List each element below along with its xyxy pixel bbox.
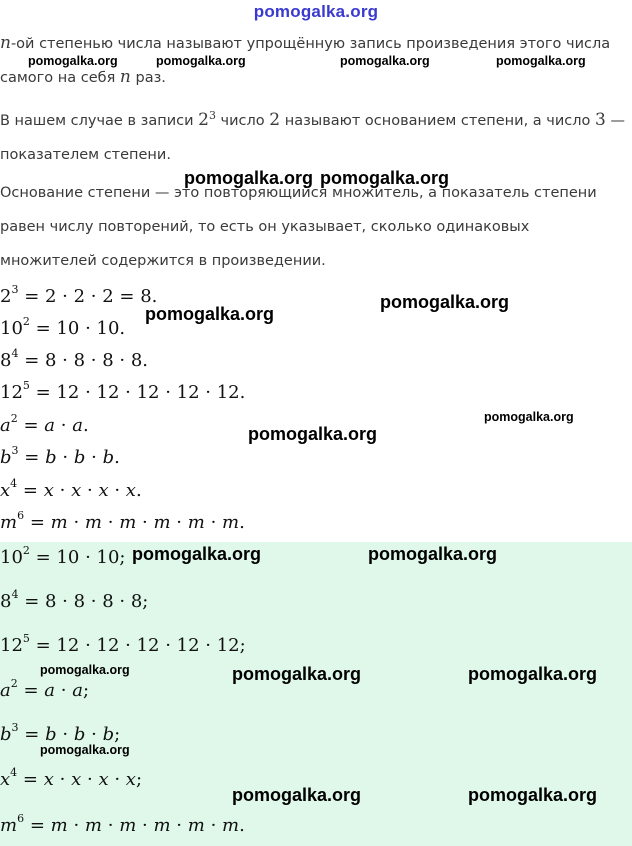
example-text: В нашем случае в записи: [0, 112, 199, 129]
formula-rhs: = x · x · x · x.: [22, 480, 142, 501]
formula-exponent: 3: [11, 283, 19, 296]
formula-base: 8: [0, 591, 12, 612]
example-paragraph: [0, 99, 626, 172]
formula-base: 8: [0, 350, 12, 371]
formula-base: b: [0, 447, 12, 468]
formula-base: x: [0, 480, 11, 501]
formula-rhs: = a · a;: [23, 680, 90, 701]
formula-base: 2: [0, 286, 12, 307]
example-formula: [0, 479, 142, 501]
formula-rhs: = 12 · 12 · 12 · 12 · 12;: [35, 635, 246, 656]
formula-exponent: 4: [11, 588, 19, 601]
formula-exponent: 3: [11, 444, 19, 457]
math-var-n: n: [0, 33, 11, 53]
formula-base: a: [0, 415, 11, 436]
watermark: pomogalka.org: [468, 785, 598, 805]
formula-base: 12: [0, 382, 23, 403]
formula-exponent: 2: [10, 677, 18, 690]
formula-exponent: 4: [11, 347, 19, 360]
answer-formula: [0, 768, 142, 790]
watermark: pomogalka.org: [28, 54, 118, 68]
watermark: pomogalka.org: [40, 743, 130, 757]
formula-exponent: 4: [10, 477, 18, 490]
watermark: pomogalka.org: [184, 168, 314, 188]
definition-text: -ой степенью числа называют упрощённую запись произведения этого числа самого на себя: [0, 36, 611, 86]
formula-exponent: 6: [17, 812, 25, 825]
example-formula: [0, 317, 125, 339]
formula-exponent: 2: [22, 544, 30, 557]
watermark: pomogalka.org: [320, 168, 450, 188]
formula-rhs: = x · x · x · x;: [22, 769, 143, 790]
watermark: pomogalka.org: [468, 664, 598, 684]
watermark: pomogalka.org: [232, 664, 362, 684]
formula-exponent: 4: [10, 766, 18, 779]
example-formula: [0, 381, 245, 403]
answer-formula: [0, 723, 120, 745]
math-power-exponent: 3: [208, 109, 216, 122]
watermark: pomogalka.org: [484, 410, 574, 424]
formula-base: a: [0, 680, 11, 701]
math-var-n: n: [119, 67, 131, 87]
example-formula: [0, 285, 157, 307]
watermark: pomogalka.org: [368, 544, 498, 564]
formula-base: x: [0, 769, 11, 790]
formula-base: 12: [0, 635, 23, 656]
example-formula: [0, 446, 120, 468]
formula-rhs: = b · b · b;: [24, 724, 121, 745]
example-formula: [0, 511, 245, 533]
watermark: pomogalka.org: [40, 663, 130, 677]
formula-rhs: = 2 · 2 · 2 = 8.: [24, 286, 158, 307]
watermark: pomogalka.org: [232, 785, 362, 805]
formula-exponent: 2: [10, 412, 18, 425]
formula-exponent: 6: [17, 509, 25, 522]
formula-rhs: = a · a.: [23, 415, 89, 436]
answer-formula: [0, 814, 245, 836]
watermark: pomogalka.org: [340, 54, 430, 68]
watermark: pomogalka.org: [380, 292, 510, 312]
example-formula: [0, 414, 89, 436]
formula-rhs: = 8 · 8 · 8 · 8.: [24, 350, 149, 371]
formula-exponent: 3: [11, 721, 19, 734]
math-number: 3: [595, 109, 606, 130]
formula-rhs: = 12 · 12 · 12 · 12 · 12.: [35, 382, 246, 403]
site-logo[interactable]: pomogalka.org: [253, 2, 379, 21]
formula-base: m: [0, 815, 18, 836]
watermark: pomogalka.org: [248, 424, 378, 444]
formula-exponent: 5: [22, 632, 30, 645]
answer-formula: [0, 546, 125, 568]
explanation-paragraph: Основание степени — это повторяющийся множитель, а показатель степени равен числу повторений, то есть он указывает, сколько одинаковых множителей содержится в произведении.: [0, 185, 597, 269]
math-power-base: 2: [198, 109, 209, 130]
formula-rhs: = 10 · 10;: [35, 547, 126, 568]
formula-rhs: = 10 · 10.: [35, 318, 126, 339]
definition-text-end: раз.: [130, 70, 166, 86]
answer-formula: [0, 634, 246, 656]
formula-rhs: = 8 · 8 · 8 · 8;: [24, 591, 149, 612]
watermark: pomogalka.org: [132, 544, 262, 564]
example-text: называют основанием степени, а число: [280, 112, 596, 129]
formula-base: m: [0, 512, 18, 533]
formula-rhs: = m · m · m · m · m · m.: [29, 815, 245, 836]
watermark: pomogalka.org: [145, 304, 275, 324]
math-number: 2: [269, 109, 281, 130]
formula-base: 10: [0, 318, 23, 339]
formula-rhs: = m · m · m · m · m · m.: [29, 512, 245, 533]
example-text: число: [215, 112, 270, 129]
answer-formula: [0, 679, 89, 701]
formula-base: b: [0, 724, 12, 745]
formula-rhs: = b · b · b.: [24, 447, 120, 468]
example-text: — показателем степени.: [0, 112, 625, 163]
answer-formula: [0, 590, 148, 612]
formula-exponent: 2: [22, 315, 30, 328]
formula-exponent: 5: [22, 379, 30, 392]
example-formula: [0, 349, 148, 371]
formula-base: 10: [0, 547, 23, 568]
watermark: pomogalka.org: [156, 54, 246, 68]
watermark: pomogalka.org: [496, 54, 586, 68]
